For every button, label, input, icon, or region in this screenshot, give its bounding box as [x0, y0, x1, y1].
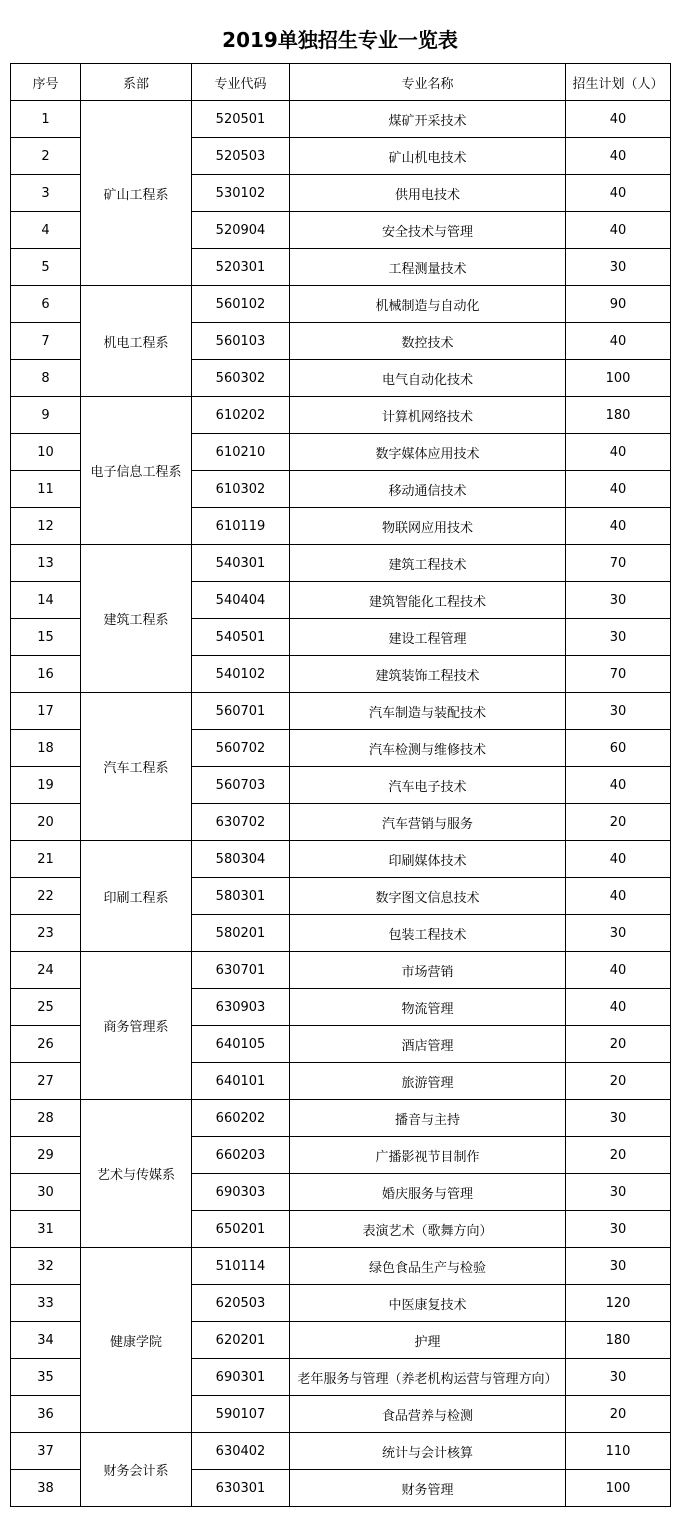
- enrollment-plan: 30: [566, 582, 671, 619]
- row-number: 23: [11, 915, 81, 952]
- major-code: 660203: [192, 1137, 290, 1174]
- enrollment-plan: 40: [566, 989, 671, 1026]
- department-name: 矿山工程系: [81, 101, 192, 286]
- table-row: [11, 1248, 671, 1285]
- major-code: 540102: [192, 656, 290, 693]
- row-number: 22: [11, 878, 81, 915]
- table-row: [11, 841, 671, 878]
- page-title: 2019单独招生专业一览表: [222, 28, 458, 52]
- enrollment-plan: 70: [566, 656, 671, 693]
- header-major: 专业名称: [290, 64, 566, 101]
- enrollment-plan: 40: [566, 212, 671, 249]
- enrollment-plan: 20: [566, 1026, 671, 1063]
- enrollment-plan: 30: [566, 915, 671, 952]
- major-code: 510114: [192, 1248, 290, 1285]
- header-code: 专业代码: [192, 64, 290, 101]
- major-name: 物联网应用技术: [290, 508, 566, 545]
- major-code: 540301: [192, 545, 290, 582]
- row-number: 24: [11, 952, 81, 989]
- major-code: 610202: [192, 397, 290, 434]
- header-no: 序号: [11, 64, 81, 101]
- department-name: 印刷工程系: [81, 841, 192, 952]
- major-name: 安全技术与管理: [290, 212, 566, 249]
- table-row: [11, 1100, 671, 1137]
- table-row: [11, 397, 671, 434]
- enrollment-table: [10, 63, 671, 1507]
- row-number: 29: [11, 1137, 81, 1174]
- table-body: [11, 101, 671, 1507]
- table-row: [11, 101, 671, 138]
- major-code: 560703: [192, 767, 290, 804]
- major-name: 绿色食品生产与检验: [290, 1248, 566, 1285]
- major-name: 统计与会计核算: [290, 1433, 566, 1470]
- enrollment-plan: 100: [566, 1470, 671, 1507]
- row-number: 13: [11, 545, 81, 582]
- enrollment-plan: 20: [566, 1137, 671, 1174]
- major-code: 610119: [192, 508, 290, 545]
- major-code: 690301: [192, 1359, 290, 1396]
- row-number: 15: [11, 619, 81, 656]
- major-code: 630402: [192, 1433, 290, 1470]
- row-number: 17: [11, 693, 81, 730]
- row-number: 3: [11, 175, 81, 212]
- major-name: 汽车制造与装配技术: [290, 693, 566, 730]
- row-number: 34: [11, 1322, 81, 1359]
- major-name: 中医康复技术: [290, 1285, 566, 1322]
- row-number: 27: [11, 1063, 81, 1100]
- enrollment-plan: 20: [566, 804, 671, 841]
- enrollment-plan: 20: [566, 1396, 671, 1433]
- enrollment-plan: 180: [566, 1322, 671, 1359]
- row-number: 33: [11, 1285, 81, 1322]
- row-number: 30: [11, 1174, 81, 1211]
- header-department: 系部: [81, 64, 192, 101]
- table-row: [11, 952, 671, 989]
- row-number: 11: [11, 471, 81, 508]
- major-name: 财务管理: [290, 1470, 566, 1507]
- major-code: 560701: [192, 693, 290, 730]
- major-name: 播音与主持: [290, 1100, 566, 1137]
- major-name: 建设工程管理: [290, 619, 566, 656]
- enrollment-plan: 40: [566, 952, 671, 989]
- enrollment-plan: 40: [566, 434, 671, 471]
- enrollment-plan: 40: [566, 841, 671, 878]
- row-number: 5: [11, 249, 81, 286]
- enrollment-plan: 120: [566, 1285, 671, 1322]
- row-number: 10: [11, 434, 81, 471]
- major-name: 包装工程技术: [290, 915, 566, 952]
- enrollment-plan: 30: [566, 619, 671, 656]
- major-code: 520301: [192, 249, 290, 286]
- major-name: 矿山机电技术: [290, 138, 566, 175]
- major-name: 煤矿开采技术: [290, 101, 566, 138]
- major-code: 540404: [192, 582, 290, 619]
- row-number: 37: [11, 1433, 81, 1470]
- enrollment-plan: 40: [566, 767, 671, 804]
- table-row: [11, 286, 671, 323]
- major-name: 老年服务与管理（养老机构运营与管理方向）: [290, 1359, 566, 1396]
- major-code: 630702: [192, 804, 290, 841]
- enrollment-plan: 30: [566, 1248, 671, 1285]
- row-number: 36: [11, 1396, 81, 1433]
- row-number: 18: [11, 730, 81, 767]
- row-number: 21: [11, 841, 81, 878]
- major-code: 630301: [192, 1470, 290, 1507]
- row-number: 1: [11, 101, 81, 138]
- enrollment-plan: 30: [566, 249, 671, 286]
- header-plan: 招生计划（人）: [566, 64, 671, 101]
- major-code: 540501: [192, 619, 290, 656]
- major-code: 650201: [192, 1211, 290, 1248]
- department-name: 机电工程系: [81, 286, 192, 397]
- row-number: 28: [11, 1100, 81, 1137]
- major-code: 610210: [192, 434, 290, 471]
- enrollment-plan: 40: [566, 101, 671, 138]
- major-name: 市场营销: [290, 952, 566, 989]
- row-number: 14: [11, 582, 81, 619]
- major-name: 印刷媒体技术: [290, 841, 566, 878]
- major-name: 机械制造与自动化: [290, 286, 566, 323]
- major-name: 护理: [290, 1322, 566, 1359]
- enrollment-plan: 180: [566, 397, 671, 434]
- major-code: 620503: [192, 1285, 290, 1322]
- major-name: 建筑智能化工程技术: [290, 582, 566, 619]
- enrollment-plan: 40: [566, 175, 671, 212]
- enrollment-plan: 20: [566, 1063, 671, 1100]
- major-code: 520501: [192, 101, 290, 138]
- enrollment-plan: 30: [566, 693, 671, 730]
- enrollment-plan: 30: [566, 1174, 671, 1211]
- row-number: 7: [11, 323, 81, 360]
- major-name: 建筑工程技术: [290, 545, 566, 582]
- table-row: [11, 545, 671, 582]
- row-number: 19: [11, 767, 81, 804]
- row-number: 9: [11, 397, 81, 434]
- table-row: [11, 1433, 671, 1470]
- major-code: 660202: [192, 1100, 290, 1137]
- enrollment-plan: 60: [566, 730, 671, 767]
- row-number: 4: [11, 212, 81, 249]
- major-name: 数字媒体应用技术: [290, 434, 566, 471]
- major-name: 电气自动化技术: [290, 360, 566, 397]
- major-name: 数字图文信息技术: [290, 878, 566, 915]
- major-code: 560302: [192, 360, 290, 397]
- department-name: 电子信息工程系: [81, 397, 192, 545]
- row-number: 2: [11, 138, 81, 175]
- major-code: 580304: [192, 841, 290, 878]
- major-name: 汽车电子技术: [290, 767, 566, 804]
- row-number: 8: [11, 360, 81, 397]
- major-code: 630701: [192, 952, 290, 989]
- enrollment-plan: 40: [566, 471, 671, 508]
- department-name: 财务会计系: [81, 1433, 192, 1507]
- enrollment-plan: 30: [566, 1359, 671, 1396]
- major-name: 数控技术: [290, 323, 566, 360]
- major-code: 580201: [192, 915, 290, 952]
- enrollment-plan: 30: [566, 1211, 671, 1248]
- enrollment-plan: 40: [566, 138, 671, 175]
- enrollment-plan: 30: [566, 1100, 671, 1137]
- row-number: 32: [11, 1248, 81, 1285]
- major-name: 物流管理: [290, 989, 566, 1026]
- major-code: 520503: [192, 138, 290, 175]
- major-code: 560702: [192, 730, 290, 767]
- row-number: 25: [11, 989, 81, 1026]
- enrollment-plan: 110: [566, 1433, 671, 1470]
- major-name: 广播影视节目制作: [290, 1137, 566, 1174]
- major-name: 食品营养与检测: [290, 1396, 566, 1433]
- table-row: [11, 693, 671, 730]
- major-name: 酒店管理: [290, 1026, 566, 1063]
- major-name: 计算机网络技术: [290, 397, 566, 434]
- major-code: 640101: [192, 1063, 290, 1100]
- enrollment-plan: 100: [566, 360, 671, 397]
- major-code: 630903: [192, 989, 290, 1026]
- major-name: 汽车检测与维修技术: [290, 730, 566, 767]
- major-name: 婚庆服务与管理: [290, 1174, 566, 1211]
- header-row: [11, 64, 671, 101]
- major-name: 汽车营销与服务: [290, 804, 566, 841]
- department-name: 艺术与传媒系: [81, 1100, 192, 1248]
- major-name: 工程测量技术: [290, 249, 566, 286]
- major-code: 530102: [192, 175, 290, 212]
- enrollment-plan: 70: [566, 545, 671, 582]
- department-name: 建筑工程系: [81, 545, 192, 693]
- major-name: 表演艺术（歌舞方向）: [290, 1211, 566, 1248]
- major-name: 供用电技术: [290, 175, 566, 212]
- row-number: 12: [11, 508, 81, 545]
- row-number: 31: [11, 1211, 81, 1248]
- enrollment-plan: 40: [566, 508, 671, 545]
- major-code: 590107: [192, 1396, 290, 1433]
- row-number: 38: [11, 1470, 81, 1507]
- major-code: 520904: [192, 212, 290, 249]
- major-name: 移动通信技术: [290, 471, 566, 508]
- major-code: 560102: [192, 286, 290, 323]
- enrollment-plan: 40: [566, 878, 671, 915]
- major-name: 旅游管理: [290, 1063, 566, 1100]
- major-code: 620201: [192, 1322, 290, 1359]
- row-number: 20: [11, 804, 81, 841]
- department-name: 商务管理系: [81, 952, 192, 1100]
- row-number: 6: [11, 286, 81, 323]
- major-code: 610302: [192, 471, 290, 508]
- row-number: 35: [11, 1359, 81, 1396]
- major-code: 580301: [192, 878, 290, 915]
- row-number: 26: [11, 1026, 81, 1063]
- major-code: 640105: [192, 1026, 290, 1063]
- department-name: 汽车工程系: [81, 693, 192, 841]
- row-number: 16: [11, 656, 81, 693]
- enrollment-plan: 40: [566, 323, 671, 360]
- major-name: 建筑装饰工程技术: [290, 656, 566, 693]
- department-name: 健康学院: [81, 1248, 192, 1433]
- major-code: 560103: [192, 323, 290, 360]
- major-code: 690303: [192, 1174, 290, 1211]
- enrollment-plan: 90: [566, 286, 671, 323]
